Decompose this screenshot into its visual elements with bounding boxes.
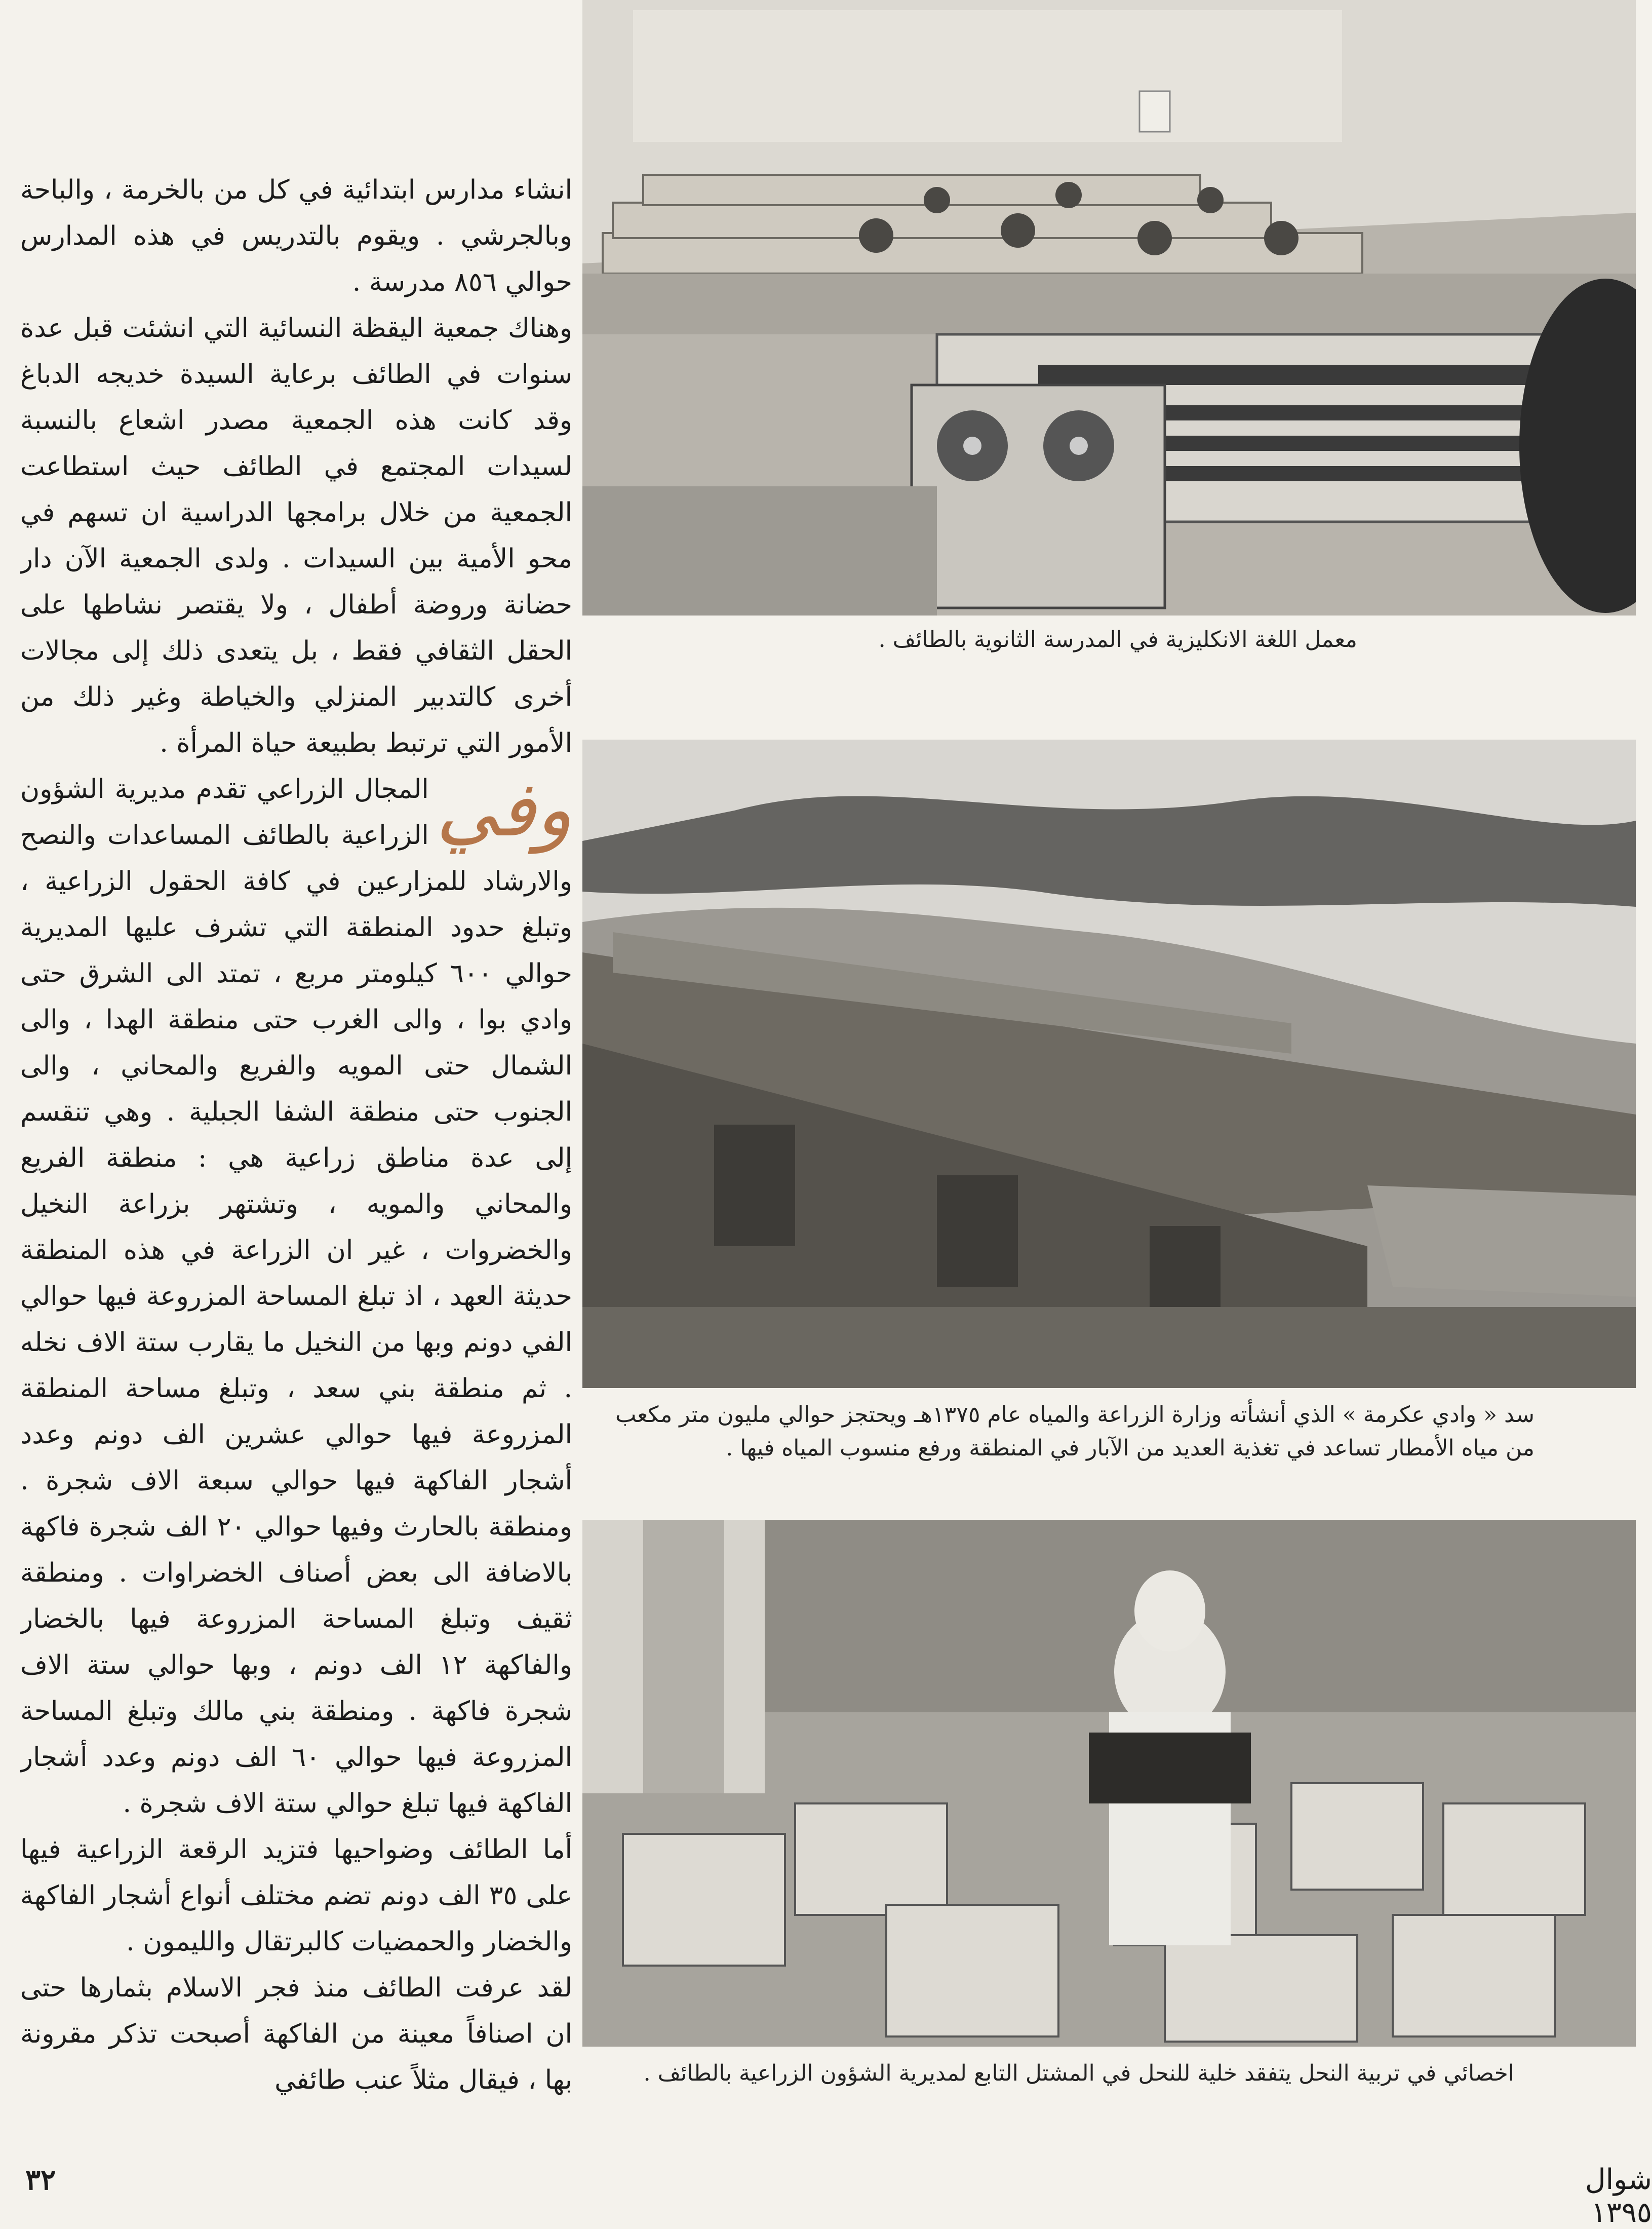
paragraph-taif-fruits: لقد عرفت الطائف منذ فجر الاسلام بثمارها حتى ان اصنافاً معينة من الفاكهة أصبحت تذكر مقرونة بها ، فيقال مثلاً عنب طائفي (20, 1973, 572, 2095)
beekeeper-photo (582, 1520, 1636, 2047)
language-lab-caption: معمل اللغة الانكليزية في المدرسة الثانوية بالطائف . (878, 627, 1357, 652)
beekeeper-caption: اخصائي في تربية النحل يتفقد خلية للنحل في المشتل التابع لمديرية الشؤون الزراعية بالطائف . (643, 2060, 1514, 2086)
drop-cap: وفي (436, 765, 572, 854)
paragraph-agriculture (20, 766, 572, 1827)
paragraph-agriculture-text: المجال الزراعي تقدم مديرية الشؤون الزراعية بالطائف المساعدات والنصح والارشاد للمزارعين في كافة الحقول الزراعية ، وتبلغ حدود المنطقة التي تشرف عليها المديرية حوالي ٦٠٠ كيلومتر مربع ، تمتد الى الشرق حتى وادي بوا ، والى الغرب حتى منطقة الهدا ، والى الشمال حتى المويه والفريع والمحاني ، والى الجنوب حتى منطقة الشفا الجبلية . وهي تنقسم إلى عدة مناطق زراعية هي : منطقة الفريع والمحاني والمويه ، وتشتهر بزراعة النخيل والخضروات ، غير ان الزراعة في هذه المنطقة حديثة العهد ، اذ تبلغ المساحة المزروعة فيها حوالي الفي دونم وبها من النخيل ما يقارب ستة الاف نخله . ثم منطقة بني سعد ، وتبلغ مساحة المنطقة المزروعة فيها حوالي عشرين الف دونم وعدد أشجار الفاكهة فيها حوالي سبعة الاف شجرة . ومنطقة بالحارث وفيها حوالي ٢٠ الف شجرة فاكهة بالاضافة الى بعض أصناف الخضراوات . ومنطقة ثقيف وتبلغ المساحة المزروعة فيها بالخضار والفاكهة ١٢ الف دونم ، وبها حوالي ستة الاف شجرة فاكهة . ومنطقة بني مالك وتبلغ المساحة المزروعة فيها حوالي ٦٠ الف دونم وعدد أشجار الفاكهة فيها تبلغ حوالي ستة الاف شجرة . (20, 774, 572, 1819)
dam-caption: سد « وادي عكرمة » الذي أنشأته وزارة الزراعة والمياه عام ١٣٧٥هـ ويحتجز حوالي مليون متر مكعب من مياه الأمطار تساعد في تغذية العديد من الآبار في المنطقة ورفع منسوب المياه فيها . (615, 1402, 1535, 1461)
article-column (20, 167, 572, 2143)
issue-date: شوال ١٣٩٥ (1585, 2163, 1652, 2229)
dam-photo (582, 740, 1636, 1388)
paragraph-schools: انشاء مدارس ابتدائية في كل من بالخرمة ، والباحة وبالجرشي . ويقوم بالتدريس في هذه المدارس حوالي ٨٥٦ مدرسة . (20, 175, 572, 297)
paragraph-women-society: وهناك جمعية اليقظة النسائية التي انشئت قبل عدة سنوات في الطائف برعاية السيدة خديجه الدباغ وقد كانت هذه الجمعية مصدر اشعاع بالنسبة لسيدات المجتمع في الطائف حيث استطاعت الجمعية من خلال برامجها الدراسية ان تسهم في محو الأمية بين السيدات . ولدى الجمعية الآن دار حضانة وروضة أطفال ، ولا يقتصر نشاطها على الحقل الثقافي فقط ، بل يتعدى ذلك إلى مجالات أخرى كالتدبير المنزلي والخياطة وغير ذلك من الأمور التي ترتبط بطبيعة حياة المرأة . (20, 313, 572, 758)
language-lab-photo (582, 0, 1636, 616)
page-number: ٣٢ (25, 2163, 56, 2197)
paragraph-taif-area: أما الطائف وضواحيها فتزيد الرقعة الزراعية فيها على ٣٥ الف دونم تضم مختلف أنواع أشجار الفاكهة والخضار والحمضيات كالبرتقال والليمون . (20, 1834, 572, 1957)
